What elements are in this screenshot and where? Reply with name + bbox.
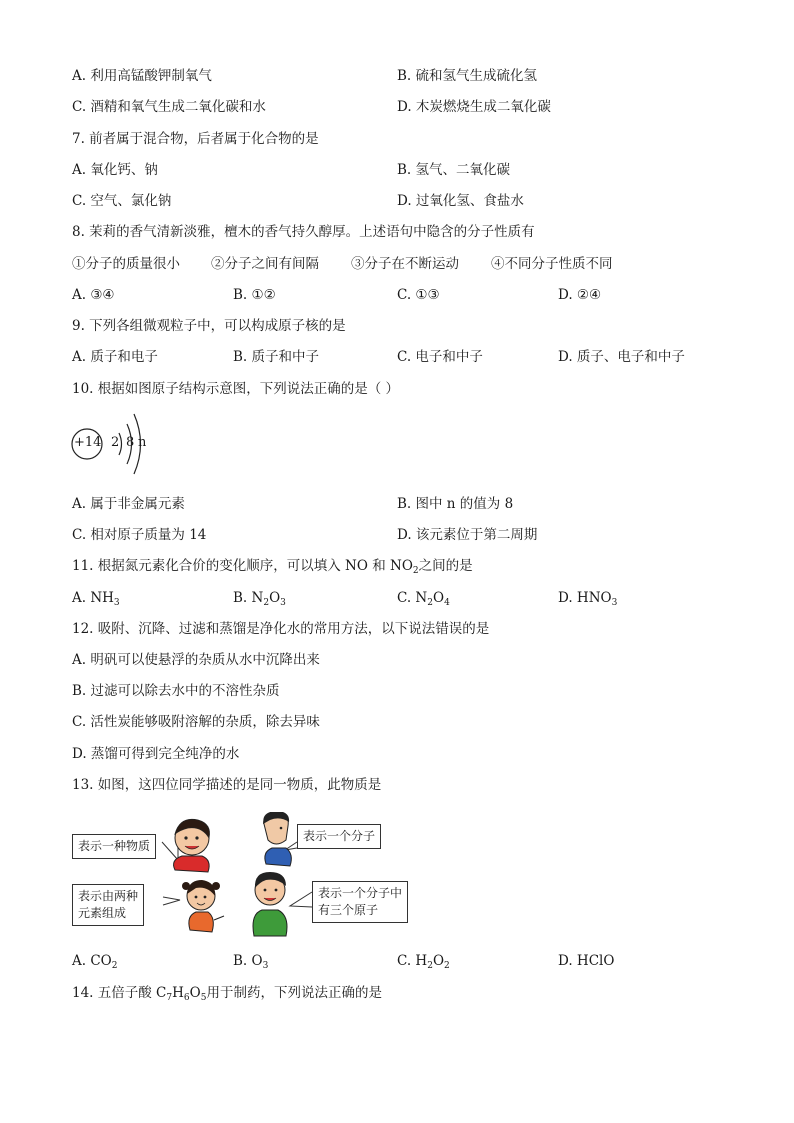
- q11-option-a: A. $NH_3$: [72, 590, 120, 608]
- q7-option-b: B. 氢气、二氧化碳: [397, 162, 511, 178]
- q11-option-c: C. $N_2O_4$: [397, 590, 450, 608]
- student-1-figure: [174, 819, 210, 872]
- q7-option-a: A. 氧化钙、钠: [72, 162, 158, 178]
- shell-1-electrons: 2: [111, 435, 120, 450]
- q10-stem: 10. 根据如图原子结构示意图，下列说法正确的是（ ）: [72, 381, 400, 397]
- speech-bubble-4: 表示一个分子中 有三个原子: [312, 881, 408, 923]
- q10-option-c: C. 相对原子质量为 14: [72, 527, 207, 543]
- nucleus-charge: +14: [74, 435, 102, 450]
- q13-option-b: B. $O_3$: [233, 953, 269, 971]
- q8-option-b: B. ①②: [233, 287, 276, 303]
- q12-option-d: D. 蒸馏可得到完全纯净的水: [72, 746, 240, 762]
- q14-stem: 14. 五倍子酸 $C_7H_6O_5$用于制药，下列说法正确的是: [72, 985, 382, 1003]
- shell-2-electrons: 8: [126, 435, 135, 450]
- q11-stem: 11. 根据氮元素化合价的变化顺序，可以填入 NO 和 $NO_2$之间的是: [72, 558, 473, 576]
- student-3-figure: [182, 880, 224, 932]
- atom-structure-diagram: [70, 408, 160, 480]
- q6-option-a: A. 利用高锰酸钾制氧气: [72, 68, 212, 84]
- q11-option-b: B. $N_2O_3$: [233, 590, 286, 608]
- q13-option-d: D. HClO: [558, 953, 615, 969]
- q9-stem: 9. 下列各组微观粒子中，可以构成原子核的是: [72, 318, 346, 334]
- speech-bubble-1: 表示一种物质: [72, 834, 156, 859]
- q10-option-d: D. 该元素位于第二周期: [397, 527, 538, 543]
- student-4-figure: [253, 872, 287, 936]
- q8-stem: 8. 茉莉的香气清新淡雅，檀木的香气持久醇厚。上述语句中隐含的分子性质有: [72, 224, 535, 240]
- q13-option-c: C. $H_2O_2$: [397, 953, 450, 971]
- q11-option-d: D. $HNO_3$: [558, 590, 618, 608]
- q7-option-d: D. 过氧化氢、食盐水: [397, 193, 524, 209]
- q13-option-a: A. $CO_2$: [72, 953, 118, 971]
- q8-statement-2: ②分子之间有间隔: [211, 256, 319, 272]
- q7-stem: 7. 前者属于混合物，后者属于化合物的是: [72, 131, 319, 147]
- q10-option-a: A. 属于非金属元素: [72, 496, 185, 512]
- q12-option-a: A. 明矾可以使悬浮的杂质从水中沉降出来: [72, 652, 320, 668]
- q8-option-c: C. ①③: [397, 287, 440, 303]
- q12-option-c: C. 活性炭能够吸附溶解的杂质，除去异味: [72, 714, 320, 730]
- q6-option-b: B. 硫和氢气生成硫化氢: [397, 68, 538, 84]
- q10-option-b: B. 图中 n 的值为 8: [397, 496, 514, 512]
- shell-3-electrons: n: [138, 435, 147, 450]
- q8-statement-4: ④不同分子性质不同: [491, 256, 613, 272]
- q6-option-c: C. 酒精和氧气生成二氧化碳和水: [72, 99, 266, 115]
- q8-statement-1: ①分子的质量很小: [72, 256, 180, 272]
- q8-option-a: A. ③④: [72, 287, 115, 303]
- q7-option-c: C. 空气、氯化钠: [72, 193, 172, 209]
- q13-stem: 13. 如图，这四位同学描述的是同一物质，此物质是: [72, 777, 382, 793]
- q9-option-c: C. 电子和中子: [397, 349, 483, 365]
- q9-option-d: D. 质子、电子和中子: [558, 349, 685, 365]
- student-2-figure: [263, 812, 291, 866]
- q9-option-a: A. 质子和电子: [72, 349, 158, 365]
- q12-stem: 12. 吸附、沉降、过滤和蒸馏是净化水的常用方法，以下说法错误的是: [72, 621, 490, 637]
- speech-bubble-3: 表示由两种 元素组成: [72, 884, 144, 926]
- q8-statement-3: ③分子在不断运动: [351, 256, 459, 272]
- q8-option-d: D. ②④: [558, 287, 602, 303]
- q12-option-b: B. 过滤可以除去水中的不溶性杂质: [72, 683, 280, 699]
- q9-option-b: B. 质子和中子: [233, 349, 320, 365]
- students-illustration: [150, 812, 420, 940]
- speech-bubble-2: 表示一个分子: [297, 824, 381, 849]
- q6-option-d: D. 木炭燃烧生成二氧化碳: [397, 99, 551, 115]
